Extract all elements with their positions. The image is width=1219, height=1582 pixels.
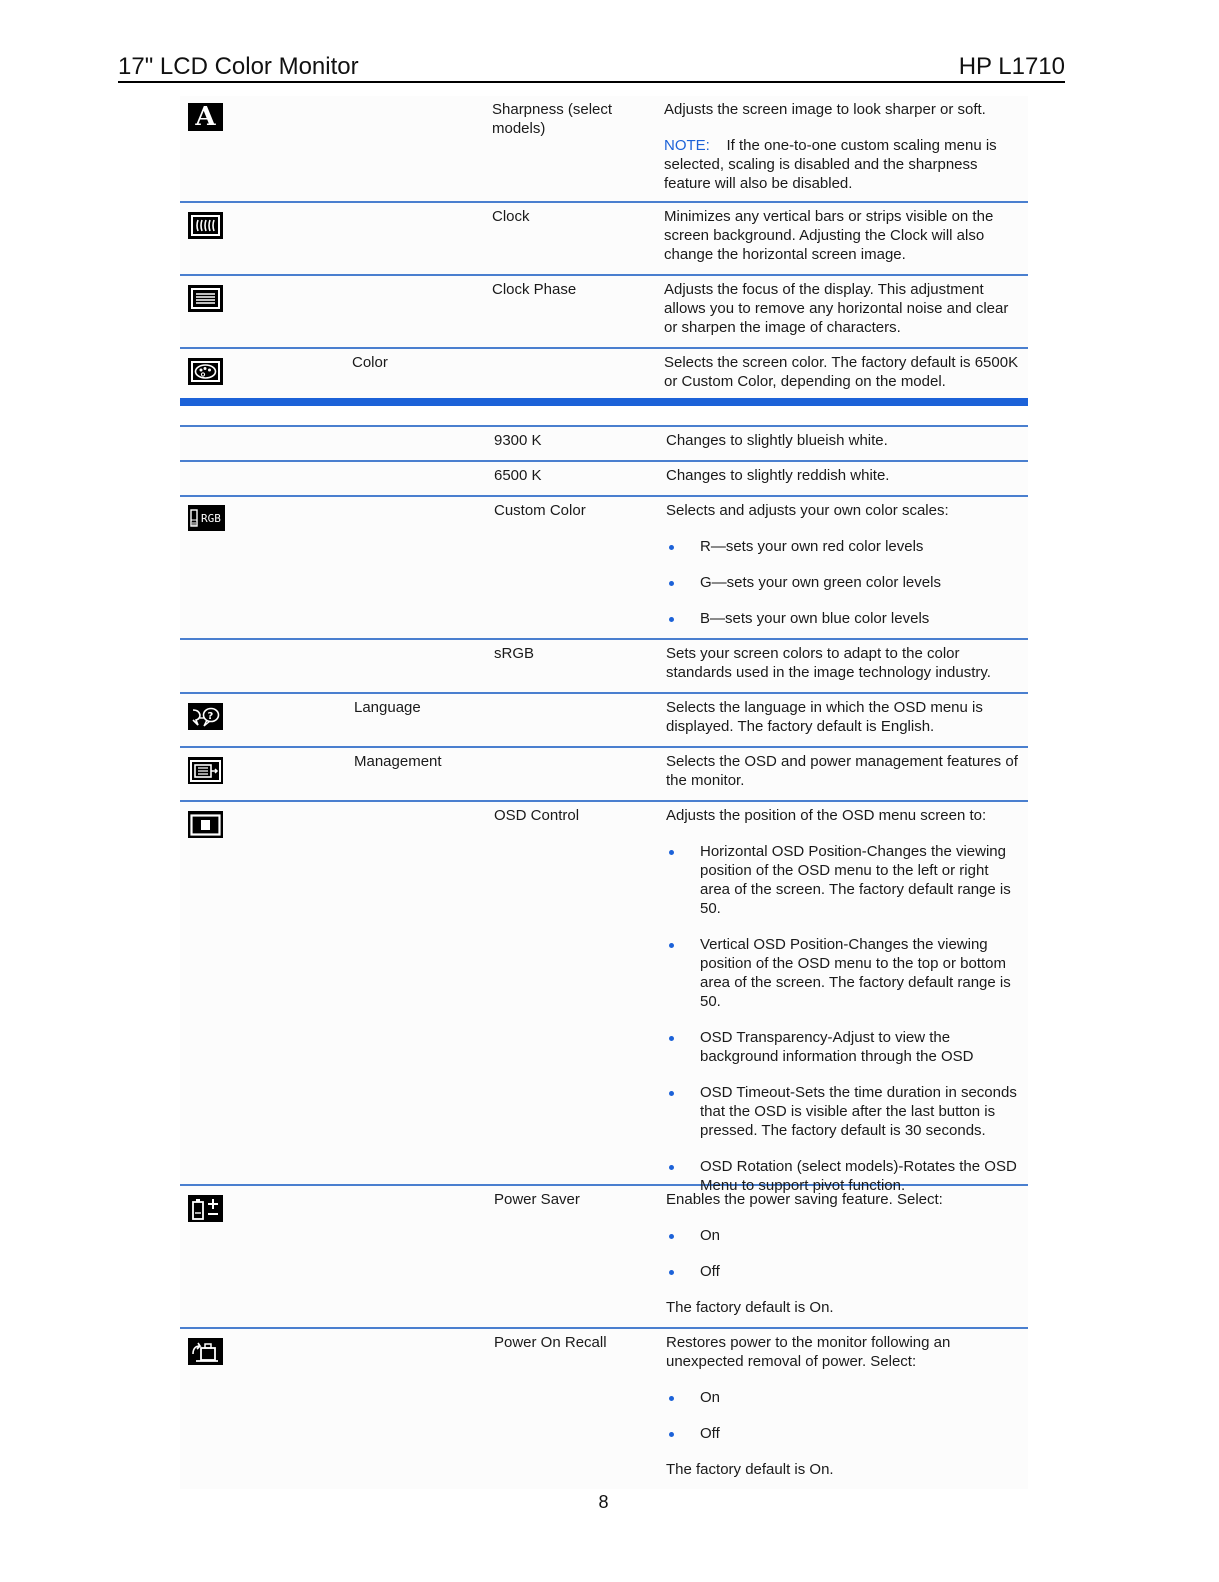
submenu-label: Clock Phase — [492, 281, 577, 298]
submenu-label: Power On Recall — [494, 1334, 607, 1351]
model-name: HP L1710 — [958, 53, 1065, 80]
clock-icon — [188, 212, 223, 239]
section-divider — [180, 398, 1028, 406]
table-row — [180, 748, 1028, 802]
list-item: R—sets your own red color levels — [666, 537, 1022, 556]
power-on-recall-icon — [188, 1338, 223, 1365]
submenu-label: Power Saver — [494, 1191, 580, 1208]
menu-label: Management — [354, 753, 442, 770]
table-row — [180, 203, 1028, 276]
description: Adjusts the focus of the display. This adjustment allows you to remove any horizontal noise and clear or sharpen the image of characters. — [664, 281, 1009, 336]
table-row — [180, 349, 1028, 402]
table-row — [180, 427, 1028, 462]
note: NOTE: If the one-to-one custom scaling menu is selected, scaling is disabled and the sharpness feature will also be disabled. — [664, 137, 997, 192]
table-row — [180, 640, 1028, 694]
list-item: Vertical OSD Position-Changes the viewing position of the OSD menu to the top or bottom area of the screen. The factory default range is 50. — [666, 935, 1022, 1011]
list-item: On — [666, 1226, 1022, 1245]
menu-label — [352, 276, 492, 347]
description: Selects the OSD and power management features of the monitor. — [666, 753, 1018, 789]
table-row — [180, 497, 1028, 640]
submenu-label: Custom Color — [494, 502, 586, 519]
page-header — [118, 52, 1065, 83]
color-palette-icon — [188, 358, 223, 385]
description: Minimizes any vertical bars or strips visible on the screen background. Adjusting the Clock will also change the horizontal screen image. — [664, 208, 994, 263]
description: Adjusts the position of the OSD menu screen to: Horizontal OSD Position-Changes the viewing position of the OSD menu to the left or right area of the screen. The factory default range is 50. Vertical OSD Position-Changes the viewing position of the OSD menu to the top or bottom area of the screen. The factory default range is 50. OSD Transparency-Adjust to view the background information through the OSD OSD Timeout-Sets the time duration in seconds that the OSD is visible after the last button is pressed. The factory default is 30 seconds. OSD Rotation (select models)-Rotates the OSD Menu to support pivot function. — [666, 802, 1028, 1184]
list-item: G—sets your own green color levels — [666, 573, 1022, 592]
menu-label — [352, 203, 492, 274]
bullet-list — [666, 1388, 1022, 1443]
submenu-label: OSD Control — [494, 807, 580, 824]
submenu-label: 6500 K — [494, 467, 542, 484]
submenu-label: 9300 K — [494, 432, 542, 449]
submenu-label — [492, 349, 664, 402]
default-note: The factory default is On. — [666, 1461, 834, 1478]
bullet-list — [666, 1226, 1022, 1281]
submenu-label: Clock — [492, 208, 530, 225]
description: Sets your screen colors to adapt to the color standards used in the image technology industry. — [666, 645, 991, 681]
list-item: Off — [666, 1424, 1022, 1443]
osd-menu-table-top — [180, 96, 1028, 402]
note-label: NOTE: — [664, 137, 710, 154]
list-item: B—sets your own blue color levels — [666, 609, 1022, 628]
osd-menu-table-bottom — [180, 425, 1028, 1489]
description: Selects the screen color. The factory default is 6500K or Custom Color, depending on the model. — [664, 354, 1019, 390]
default-note: The factory default is On. — [666, 1299, 834, 1316]
description: Changes to slightly reddish white. — [666, 467, 890, 484]
table-row — [180, 694, 1028, 748]
table-row — [180, 276, 1028, 349]
list-item: OSD Timeout-Sets the time duration in seconds that the OSD is visible after the last button is pressed. The factory default is 30 seconds. — [666, 1083, 1022, 1140]
bullet-list — [666, 842, 1022, 1195]
table-row — [180, 1329, 1028, 1489]
clock-phase-icon — [188, 285, 223, 312]
list-item: On — [666, 1388, 1022, 1407]
list-item: Horizontal OSD Position-Changes the viewing position of the OSD menu to the left or right area of the screen. The factory default range is 50. — [666, 842, 1022, 918]
description: Changes to slightly blueish white. — [666, 432, 888, 449]
menu-label: Color — [352, 354, 388, 371]
osd-control-icon — [188, 811, 223, 838]
bullet-list — [666, 537, 1022, 628]
page-number: 8 — [598, 1492, 609, 1512]
description: Selects the language in which the OSD menu is displayed. The factory default is English. — [666, 699, 983, 735]
sharpness-icon: A — [188, 103, 223, 131]
list-item: OSD Transparency-Adjust to view the background information through the OSD — [666, 1028, 1022, 1066]
management-icon — [188, 757, 223, 784]
document-title: 17" LCD Color Monitor — [118, 53, 359, 80]
power-saver-icon — [188, 1195, 223, 1222]
description: Selects and adjusts your own color scales: R—sets your own red color levels G—sets your own green color levels B—sets your own blue color levels — [666, 497, 1028, 638]
list-item: Off — [666, 1262, 1022, 1281]
submenu-label: Sharpness (select models) — [492, 101, 613, 137]
description: Enables the power saving feature. Select: On Off The factory default is On. — [666, 1186, 1028, 1327]
list-item: OSD Rotation (select models)-Rotates the OSD Menu to support pivot function. — [666, 1157, 1022, 1195]
menu-label — [352, 96, 492, 201]
description: Adjusts the screen image to look sharper or soft. NOTE: If the one-to-one custom scaling menu is selected, scaling is disabled and the sharpness feature will also be disabled. — [664, 96, 1028, 201]
table-row — [180, 802, 1028, 1194]
submenu-label: sRGB — [494, 645, 535, 662]
description: Restores power to the monitor following an unexpected removal of power. Select: On Off The factory default is On. — [666, 1329, 1028, 1489]
custom-rgb-icon: RGB — [188, 505, 225, 531]
table-row — [180, 1186, 1028, 1329]
language-icon — [188, 703, 223, 730]
menu-label: Language — [354, 699, 421, 716]
svg-text:?: ? — [207, 710, 214, 722]
table-row — [180, 96, 1028, 203]
table-row — [180, 462, 1028, 497]
